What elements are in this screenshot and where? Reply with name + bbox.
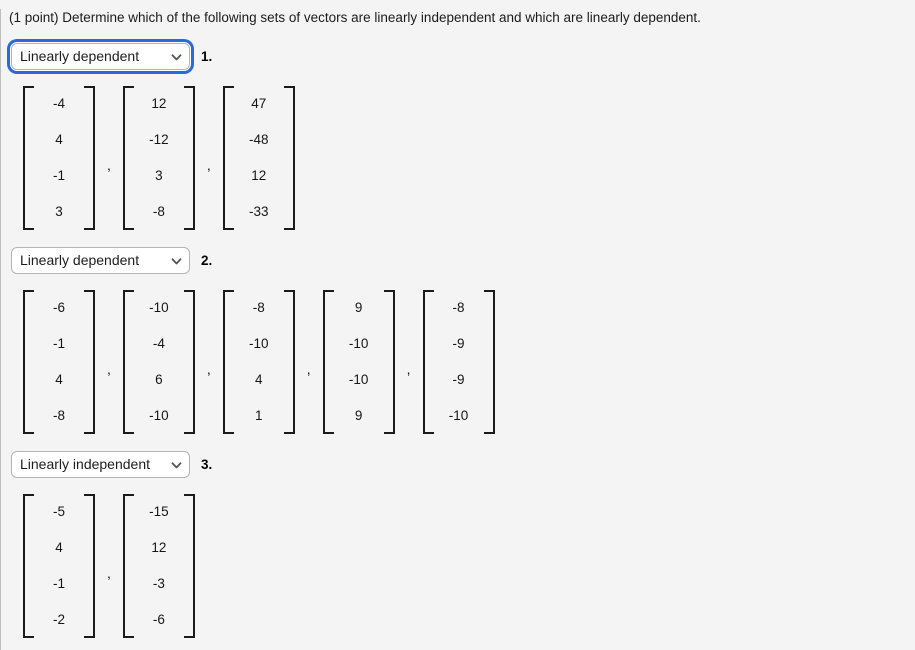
question-number: 1. <box>201 49 213 64</box>
question-block <box>9 451 915 638</box>
vector-entry: 4 <box>255 372 263 387</box>
problem-content <box>1 9 915 638</box>
left-bracket-icon <box>323 290 334 434</box>
vector-entry: -48 <box>249 132 269 147</box>
right-bracket-icon <box>284 86 295 230</box>
vector-entry: -2 <box>52 612 65 627</box>
vector-set <box>23 290 915 434</box>
vector-entry: 3 <box>155 168 163 183</box>
vector-entry: 4 <box>55 372 63 387</box>
vector-entry: -8 <box>52 408 65 423</box>
vector-entry: -10 <box>149 300 169 315</box>
questions-list <box>9 43 915 638</box>
right-bracket-icon <box>84 494 95 638</box>
vector-matrix <box>23 494 95 638</box>
left-bracket-icon <box>223 290 234 434</box>
vector-values <box>234 86 284 230</box>
vector-entry: 9 <box>354 300 363 315</box>
answer-select[interactable] <box>11 43 190 70</box>
left-bracket-icon <box>123 86 134 230</box>
left-bracket-icon <box>23 290 34 434</box>
right-bracket-icon <box>184 290 195 434</box>
vector-entry: 12 <box>151 540 167 555</box>
answer-select[interactable] <box>11 451 190 478</box>
left-bracket-icon <box>123 290 134 434</box>
answer-select-wrap <box>11 43 190 70</box>
left-bracket-icon <box>23 86 34 230</box>
question-number: 3. <box>201 457 213 472</box>
vector-entry: 6 <box>155 372 163 387</box>
vector-entry: 4 <box>55 540 63 555</box>
vector-values <box>34 290 84 434</box>
vector-entry: -4 <box>152 336 165 351</box>
vector-entry: -10 <box>448 408 469 423</box>
vector-matrix <box>323 290 395 434</box>
answer-row <box>11 247 915 274</box>
vector-entry: -1 <box>52 168 65 183</box>
problem-statement: (1 point) Determine which of the following sets of vectors are linearly independent and which are linearly dependent. <box>9 10 701 25</box>
answer-select-wrap <box>11 451 190 478</box>
vector-values <box>234 290 284 434</box>
vector-matrix <box>123 290 195 434</box>
left-bracket-icon <box>223 86 234 230</box>
problem-frame <box>0 9 915 650</box>
vector-values <box>134 290 184 434</box>
vector-separator: , <box>107 565 111 581</box>
answer-select-wrap <box>11 247 190 274</box>
vector-entry: 3 <box>55 204 63 219</box>
vector-matrix <box>223 86 295 230</box>
vector-entry: -10 <box>149 408 169 423</box>
vector-values <box>334 290 384 434</box>
answer-select[interactable] <box>11 247 190 274</box>
vector-entry: 12 <box>251 168 267 183</box>
vector-entry: -8 <box>452 300 465 315</box>
vector-values <box>134 86 184 230</box>
vector-matrix <box>223 290 295 434</box>
right-bracket-icon <box>184 494 195 638</box>
vector-matrix <box>123 494 195 638</box>
vector-entry: -1 <box>52 336 65 351</box>
left-bracket-icon <box>23 494 34 638</box>
vector-entry: 12 <box>151 96 167 111</box>
left-bracket-icon <box>123 494 134 638</box>
vector-set <box>23 494 915 638</box>
vector-entry: -10 <box>249 336 269 351</box>
vector-separator: , <box>306 361 311 377</box>
question-number: 2. <box>201 253 213 268</box>
vector-entry: -8 <box>252 300 265 315</box>
vector-separator: , <box>206 361 211 377</box>
right-bracket-icon <box>84 86 95 230</box>
right-bracket-icon <box>484 290 495 434</box>
answer-row <box>11 451 915 478</box>
vector-entry: -8 <box>152 204 165 219</box>
vector-matrix <box>23 290 95 434</box>
vector-entry: -3 <box>152 576 165 591</box>
right-bracket-icon <box>84 290 95 434</box>
left-bracket-icon <box>423 290 434 434</box>
vector-entry: 1 <box>255 408 263 423</box>
vector-separator: , <box>107 361 111 377</box>
vector-separator: , <box>206 157 211 173</box>
answer-row <box>11 43 915 70</box>
vector-matrix <box>123 86 195 230</box>
vector-values <box>134 494 184 638</box>
vector-matrix <box>23 86 95 230</box>
right-bracket-icon <box>284 290 295 434</box>
vector-entry: -33 <box>249 204 269 219</box>
vector-entry: 9 <box>354 408 363 423</box>
vector-separator: , <box>107 157 111 173</box>
vector-entry: -9 <box>452 372 465 387</box>
vector-entry: -12 <box>149 132 169 147</box>
vector-entry: -4 <box>52 96 65 111</box>
vector-values <box>34 86 84 230</box>
vector-entry: -9 <box>452 336 465 351</box>
vector-entry: -6 <box>52 300 65 315</box>
vector-entry: -10 <box>348 336 369 351</box>
vector-entry: -15 <box>149 504 169 519</box>
vector-set <box>23 86 915 230</box>
question-block <box>9 247 915 434</box>
vector-entry: -1 <box>52 576 65 591</box>
vector-values <box>434 290 484 434</box>
vector-entry: -10 <box>348 372 369 387</box>
vector-entry: 4 <box>55 132 63 147</box>
vector-entry: -6 <box>152 612 165 627</box>
vector-entry: 47 <box>251 96 267 111</box>
vector-values <box>34 494 84 638</box>
right-bracket-icon <box>384 290 395 434</box>
vector-entry: -5 <box>52 504 65 519</box>
vector-separator: , <box>406 361 411 377</box>
right-bracket-icon <box>184 86 195 230</box>
question-block <box>9 43 915 230</box>
vector-matrix <box>423 290 495 434</box>
